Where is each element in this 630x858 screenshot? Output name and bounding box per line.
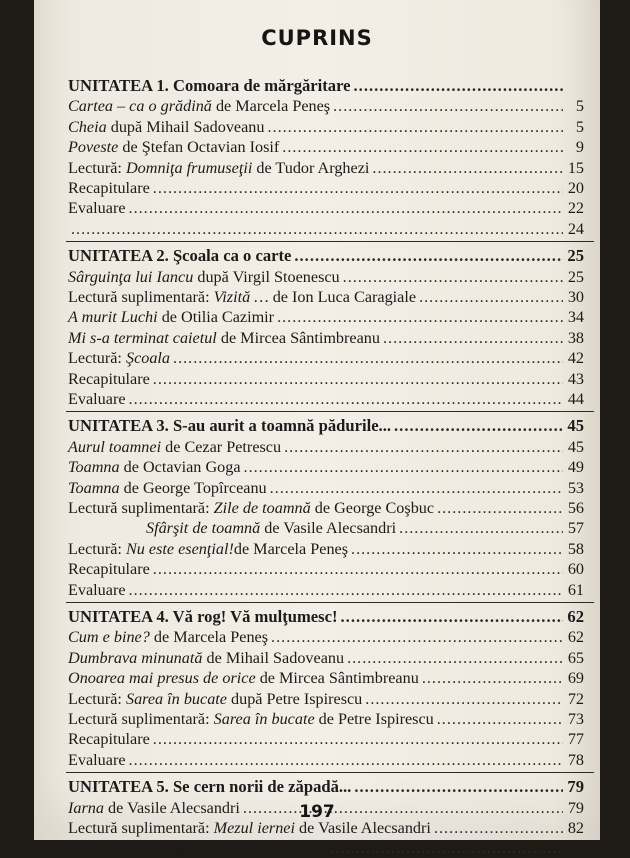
entry-text [68, 158, 369, 178]
entry-author: de Ion Luca Caragiale [268, 288, 417, 306]
page-ref: 25 [567, 246, 584, 266]
entry-author: de George Coşbuc [310, 499, 435, 517]
page-ref: 57 [567, 519, 584, 538]
toc-entry [68, 137, 584, 157]
page-ref: 58 [567, 539, 584, 558]
entry-text [68, 668, 419, 688]
entry-text [146, 518, 396, 538]
entry-author: Evaluare [68, 750, 126, 769]
toc-entry [68, 668, 584, 688]
unit-heading: UNITATEA 5. Se cern norii de zăpadă... [68, 777, 352, 797]
toc-entry [68, 96, 584, 116]
toc-entry [68, 307, 584, 327]
page-ref: 34 [567, 308, 584, 327]
entry-prefix: Lectură: [68, 689, 126, 708]
page-ref: 9 [575, 138, 584, 157]
entry-author: Recapitulare [68, 179, 150, 197]
dot-leader [173, 348, 563, 368]
entry-text [68, 96, 330, 116]
dot-leader [383, 328, 563, 348]
page-ref: 38 [567, 328, 584, 347]
unit-heading-row [68, 777, 584, 797]
entry-title: Toamna [68, 458, 120, 477]
entry-author: Evaluare [68, 199, 126, 218]
toc-entry [68, 198, 584, 218]
entry-title: Mezul iernei [213, 819, 295, 837]
entry-title: Domniţa frumuseţii [125, 158, 253, 177]
book-page [34, 0, 600, 858]
entry-author: Recapitulare [68, 369, 150, 388]
dot-leader [153, 729, 563, 749]
toc-entry [68, 518, 584, 538]
toc-entry [68, 457, 584, 477]
dot-leader [437, 709, 563, 729]
dot-leader [129, 198, 563, 218]
entry-title: Onoarea mai presus de orice [68, 669, 256, 688]
unit-divider [66, 772, 594, 773]
dot-leader [422, 668, 563, 688]
entry-text [68, 117, 264, 137]
page-ref: 44 [567, 390, 584, 408]
entry-text [68, 198, 126, 218]
page-ref: 45 [567, 416, 584, 436]
page-ref: 83 [567, 839, 584, 858]
page-ref: 22 [567, 199, 584, 218]
dot-leader [330, 838, 563, 858]
toc-entry [68, 627, 584, 647]
entry-title: Mi s-a terminat caietul [68, 328, 217, 347]
page-ref: 79 [567, 777, 584, 797]
entry-prefix: Lectură suplimentară: [68, 710, 214, 728]
dot-leader [153, 369, 563, 389]
page-ref: 62 [567, 628, 584, 647]
unit-heading: UNITATEA 2. Şcoala ca o carte [68, 246, 292, 266]
dot-leader [129, 389, 563, 409]
dot-leader [365, 689, 563, 709]
page-ref: 15 [567, 158, 584, 177]
page-ref: 56 [567, 499, 584, 517]
entry-prefix: Lectură suplimentară: [68, 499, 214, 517]
entry-author: de Marcela Peneş [149, 628, 269, 647]
entry-author: după Petre Ispirescu [226, 689, 363, 708]
entry-text [68, 137, 279, 157]
entry-text [68, 348, 170, 368]
entry-title: Sârguinţa lui Iancu [68, 267, 194, 286]
entry-text [68, 539, 348, 559]
toc-entry [68, 580, 584, 600]
page-ref: 65 [567, 648, 584, 667]
unit-divider [66, 411, 594, 412]
dot-leader [347, 648, 563, 668]
entry-title: Cheia [68, 117, 107, 136]
entry-author: de Octavian Goga [119, 458, 241, 477]
page-ref: 42 [567, 349, 584, 368]
entry-author: de Tudor Arghezi [252, 158, 370, 177]
unit-heading: UNITATEA 4. Vă rog! Vă mulţumesc! [68, 607, 338, 626]
page-ref: 60 [567, 560, 584, 579]
dot-leader [284, 437, 563, 457]
entry-author: de Mircea Sântimbreanu [255, 669, 419, 688]
entry-title: Sarea în bucate [125, 689, 227, 708]
toc-entry [68, 838, 584, 858]
toc-entry [68, 539, 584, 559]
entry-author: Recapitulare [68, 560, 150, 579]
entry-title: Toamna [68, 478, 120, 497]
entry-author: de George Topîrceanu [119, 478, 267, 497]
entry-author: Evaluare [68, 390, 126, 408]
toc-entry [68, 348, 584, 368]
unit-heading-row [68, 416, 584, 436]
dot-leader [351, 539, 563, 559]
entry-author: de Petre Ispirescu [314, 710, 434, 728]
dot-leader [354, 76, 563, 96]
section-end-row [68, 219, 584, 239]
entry-author: de Otilia Cazimir [157, 308, 275, 327]
page-ref: 5 [575, 117, 584, 136]
toc-entry [68, 369, 584, 389]
unit-heading: UNITATEA 3. S-au aurit a toamnă pădurile... [68, 416, 392, 436]
dot-leader [270, 478, 563, 498]
dot-leader [153, 559, 563, 579]
toc-entry [68, 498, 584, 518]
page-ref: 79 [567, 798, 584, 817]
entry-text [68, 689, 362, 709]
toc-entry [68, 328, 584, 348]
toc-entry [68, 178, 584, 198]
page-ref: 78 [567, 750, 584, 769]
entry-author: de Vasile Alecsandri [260, 519, 397, 538]
toc-entry [68, 750, 584, 770]
unit-divider [66, 241, 594, 242]
toc-entry [68, 267, 584, 287]
page-ref: 69 [567, 669, 584, 688]
dot-leader [341, 607, 563, 627]
entry-title: Dumbrava minunată [68, 648, 203, 667]
page-ref: 20 [567, 179, 584, 197]
dot-leader [271, 627, 563, 647]
entry-title: Sfârşit de toamnă [146, 519, 261, 538]
entry-title: Sarea în bucate [213, 710, 315, 728]
entry-title: Aurul toamnei [68, 437, 162, 456]
entry-author: de Vasile Alecsandri [295, 819, 431, 837]
page-ref: 24 [567, 219, 584, 238]
entry-text [68, 307, 274, 327]
dot-leader [294, 246, 563, 266]
entry-title: Iarna [68, 798, 104, 817]
entry-title: A murit Luchi [68, 308, 158, 327]
entry-text [68, 287, 416, 307]
entry-text [68, 498, 434, 518]
toc-entry [68, 117, 584, 137]
dot-leader [372, 158, 563, 178]
entry-text [68, 369, 150, 389]
page-ref: 25 [567, 267, 584, 286]
dot-leader [71, 219, 563, 239]
dot-leader [394, 416, 563, 436]
entry-text [68, 627, 268, 647]
entry-title: Cartea – ca o grădină [68, 97, 212, 116]
entry-author: după Mihail Sadoveanu [106, 117, 265, 136]
page-ref: 77 [567, 730, 584, 749]
entry-author: de Mihail Sadoveanu [202, 648, 345, 667]
page-ref: 45 [567, 437, 584, 456]
unit-heading-row [68, 76, 584, 96]
dot-leader [354, 777, 563, 797]
dot-leader [277, 307, 563, 327]
entry-text [68, 709, 434, 729]
dot-leader [244, 457, 563, 477]
entry-author: de Marcela Peneş [233, 539, 349, 558]
dot-leader [267, 117, 563, 137]
entry-text [68, 580, 126, 600]
toc-entry [68, 689, 584, 709]
page-ref: 53 [567, 478, 584, 497]
entry-author: de Ştefan Octavian Iosif [118, 138, 280, 157]
toc-entry [68, 437, 584, 457]
entry-prefix: Lectură: [68, 539, 126, 558]
toc-entry [68, 478, 584, 498]
entry-author: de Vasile Alecsandri [103, 798, 240, 817]
dot-leader [437, 498, 563, 518]
entry-author: după Virgil Stoenescu [193, 267, 340, 286]
entry-prefix: Lectură: [68, 158, 126, 177]
entry-text [68, 838, 327, 858]
entry-title: Poveste [68, 138, 119, 157]
dot-leader [419, 287, 563, 307]
entry-text [68, 437, 281, 457]
entry-title: Zile de toamnă [213, 499, 311, 517]
entry-text [68, 389, 126, 409]
toc-entry [68, 287, 584, 307]
entry-text [68, 559, 150, 579]
entry-title: Cum e bine? [68, 628, 150, 647]
dot-leader [153, 178, 563, 198]
dot-leader [282, 137, 563, 157]
page-title: CUPRINS [261, 26, 373, 50]
page-ref: 73 [567, 710, 584, 728]
toc-entry [68, 648, 584, 668]
unit-heading: UNITATEA 1. Comoara de mărgăritare [68, 76, 351, 95]
entry-prefix: Lectură suplimentară: [68, 819, 214, 837]
dot-leader [129, 750, 563, 770]
entry-title: Iarna [68, 839, 104, 858]
entry-author: de Barbu Ştefănescu-Delavrancea [103, 839, 328, 858]
entry-text [68, 750, 126, 770]
entry-author: Recapitulare [68, 730, 150, 749]
unit-heading-row [68, 246, 584, 266]
entry-title: Nu este esenţial! [125, 539, 234, 558]
toc-entry [68, 559, 584, 579]
entry-text [68, 328, 380, 348]
page-ref: 72 [567, 689, 584, 708]
toc-entry [68, 729, 584, 749]
toc-entry [68, 709, 584, 729]
toc-entry [68, 389, 584, 409]
entry-text [68, 648, 344, 668]
page-ref: 82 [567, 819, 584, 837]
dot-leader [343, 267, 563, 287]
entry-author: de Marcela Peneş [211, 97, 331, 116]
dot-leader [333, 96, 563, 116]
entry-text [68, 267, 340, 287]
entry-author: de Mircea Sântimbreanu [216, 328, 380, 347]
entry-text [68, 729, 150, 749]
page-ref: 43 [567, 369, 584, 388]
page-ref: 61 [567, 580, 584, 599]
entry-author: de Cezar Petrescu [161, 437, 282, 456]
page-ref: 30 [567, 288, 584, 306]
entry-text [68, 457, 241, 477]
dot-leader [399, 518, 563, 538]
entry-prefix: Lectură: [68, 349, 126, 368]
dot-leader [129, 580, 563, 600]
entry-author: Evaluare [68, 580, 126, 599]
toc-entry [68, 158, 584, 178]
entry-text [68, 178, 150, 198]
entry-text [68, 478, 267, 498]
page-number: 197 [299, 802, 335, 822]
page-ref: 5 [575, 97, 584, 116]
entry-title: Şcoala [125, 349, 171, 368]
entry-prefix: Lectură suplimentară: [68, 288, 214, 306]
unit-heading-row [68, 607, 584, 627]
entry-title: Vizită … [213, 288, 269, 306]
unit-divider [66, 602, 594, 603]
page-ref: 62 [567, 607, 584, 626]
page-ref: 49 [567, 458, 584, 477]
